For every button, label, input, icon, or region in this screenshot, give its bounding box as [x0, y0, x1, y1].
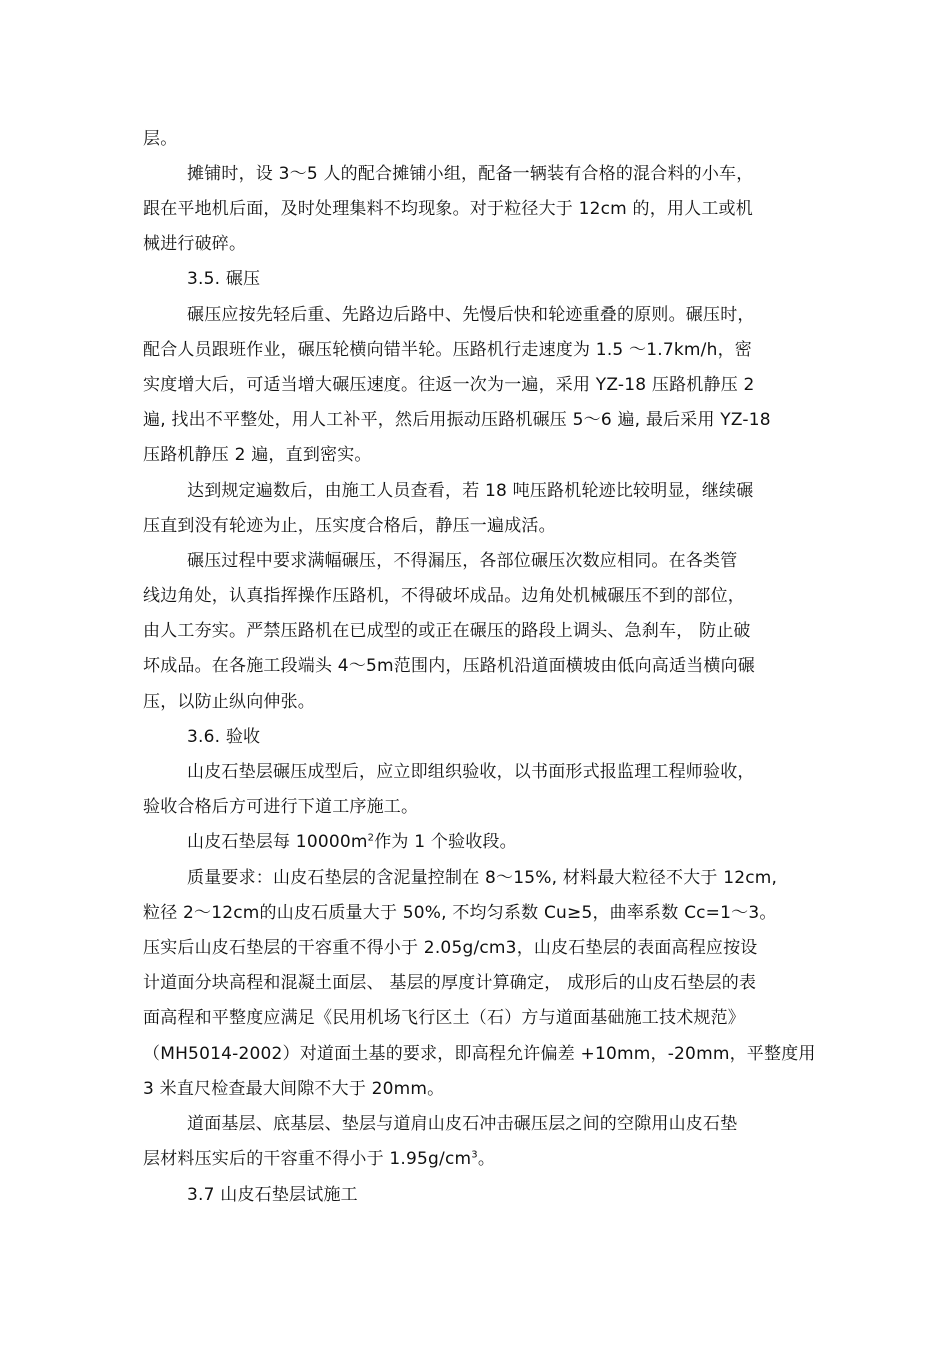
section-heading: 3.6. 验收: [187, 727, 261, 747]
text-line: 验收合格后方可进行下道工序施工。: [143, 797, 419, 817]
text-line: 压实后山皮石垫层的干容重不得小于 2.05g/cm3，山皮石垫层的表面高程应按设: [143, 938, 758, 958]
text-line: 由人工夯实。严禁压路机在已成型的或正在碾压的路段上调头、急刹车， 防止破: [143, 621, 751, 641]
text-line: 坏成品。在各施工段端头 4～5m范围内，压路机沿道面横坡由低向高适当横向碾: [143, 656, 755, 676]
text-line: 压路机静压 2 遍，直到密实。: [143, 445, 372, 465]
text-line: 械进行破碎。: [143, 234, 247, 254]
text-segment: 层材料压实后的干容重不得小于 1.95g/cm: [143, 1149, 472, 1169]
text-line: 压，以防止纵向伸张。: [143, 692, 315, 712]
text-line: 山皮石垫层碾压成型后，应立即组织验收，以书面形式报监理工程师验收，: [187, 762, 755, 782]
text-line: 线边角处，认真指挥操作压路机，不得破坏成品。边角处机械碾压不到的部位，: [143, 586, 745, 606]
text-line: 层。: [143, 129, 178, 149]
text-line: [143, 1148, 495, 1170]
text-segment: 。: [477, 1149, 496, 1169]
text-line: 质量要求：山皮石垫层的含泥量控制在 8～15%, 材料最大粒径不大于 12cm,: [187, 868, 778, 888]
text-line: 摊铺时，设 3～5 人的配合摊铺小组，配备一辆装有合格的混合料的小车，: [187, 164, 754, 184]
text-line: 达到规定遍数后，由施工人员查看，若 18 吨压路机轮迹比较明显，继续碾: [187, 481, 754, 501]
text-line: 面高程和平整度应满足《民用机场飞行区土（石）方与道面基础施工技术规范》: [143, 1008, 745, 1028]
text-segment: 山皮石垫层每 10000m: [187, 832, 368, 852]
section-heading: 3.7 山皮石垫层试施工: [187, 1185, 358, 1205]
text-line: 配合人员跟班作业，碾压轮横向错半轮。压路机行走速度为 1.5 ～1.7km/h，密: [143, 340, 752, 360]
text-line: 碾压应按先轻后重、先路边后路中、先慢后快和轮迹重叠的原则。碾压时，: [187, 305, 755, 325]
section-heading: 3.5. 碾压: [187, 269, 261, 289]
text-line: 压直到没有轮迹为止，压实度合格后，静压一遍成活。: [143, 516, 556, 536]
text-line: 3 米直尺检查最大间隙不大于 20mm。: [143, 1079, 445, 1099]
text-line: 粒径 2～12cm的山皮石质量大于 50%, 不均匀系数 Cu≥5，曲率系数 Cc=1～3。: [143, 903, 777, 923]
superscript: 3: [471, 1149, 478, 1161]
text-line: 遍, 找出不平整处，用人工补平，然后用振动压路机碾压 5～6 遍, 最后采用 YZ-18: [143, 410, 771, 430]
text-line: （MH5014-2002）对道面土基的要求，即高程允许偏差 +10mm，-20mm，平整度用: [143, 1044, 816, 1064]
text-line: 实度增大后，可适当增大碾压速度。往返一次为一遍，采用 YZ-18 压路机静压 2: [143, 375, 755, 395]
text-line: 碾压过程中要求满幅碾压，不得漏压，各部位碾压次数应相同。在各类管: [187, 551, 738, 571]
text-line: 跟在平地机后面，及时处理集料不均现象。对于粒径大于 12cm 的，用人工或机: [143, 199, 753, 219]
text-segment: 作为 1 个验收段。: [374, 832, 517, 852]
text-line: 道面基层、底基层、垫层与道肩山皮石冲击碾压层之间的空隙用山皮石垫: [187, 1114, 738, 1134]
superscript: 2: [367, 832, 375, 844]
text-line: 计道面分块高程和混凝土面层、 基层的厚度计算确定， 成形后的山皮石垫层的表: [143, 973, 757, 993]
text-line: [187, 831, 517, 853]
